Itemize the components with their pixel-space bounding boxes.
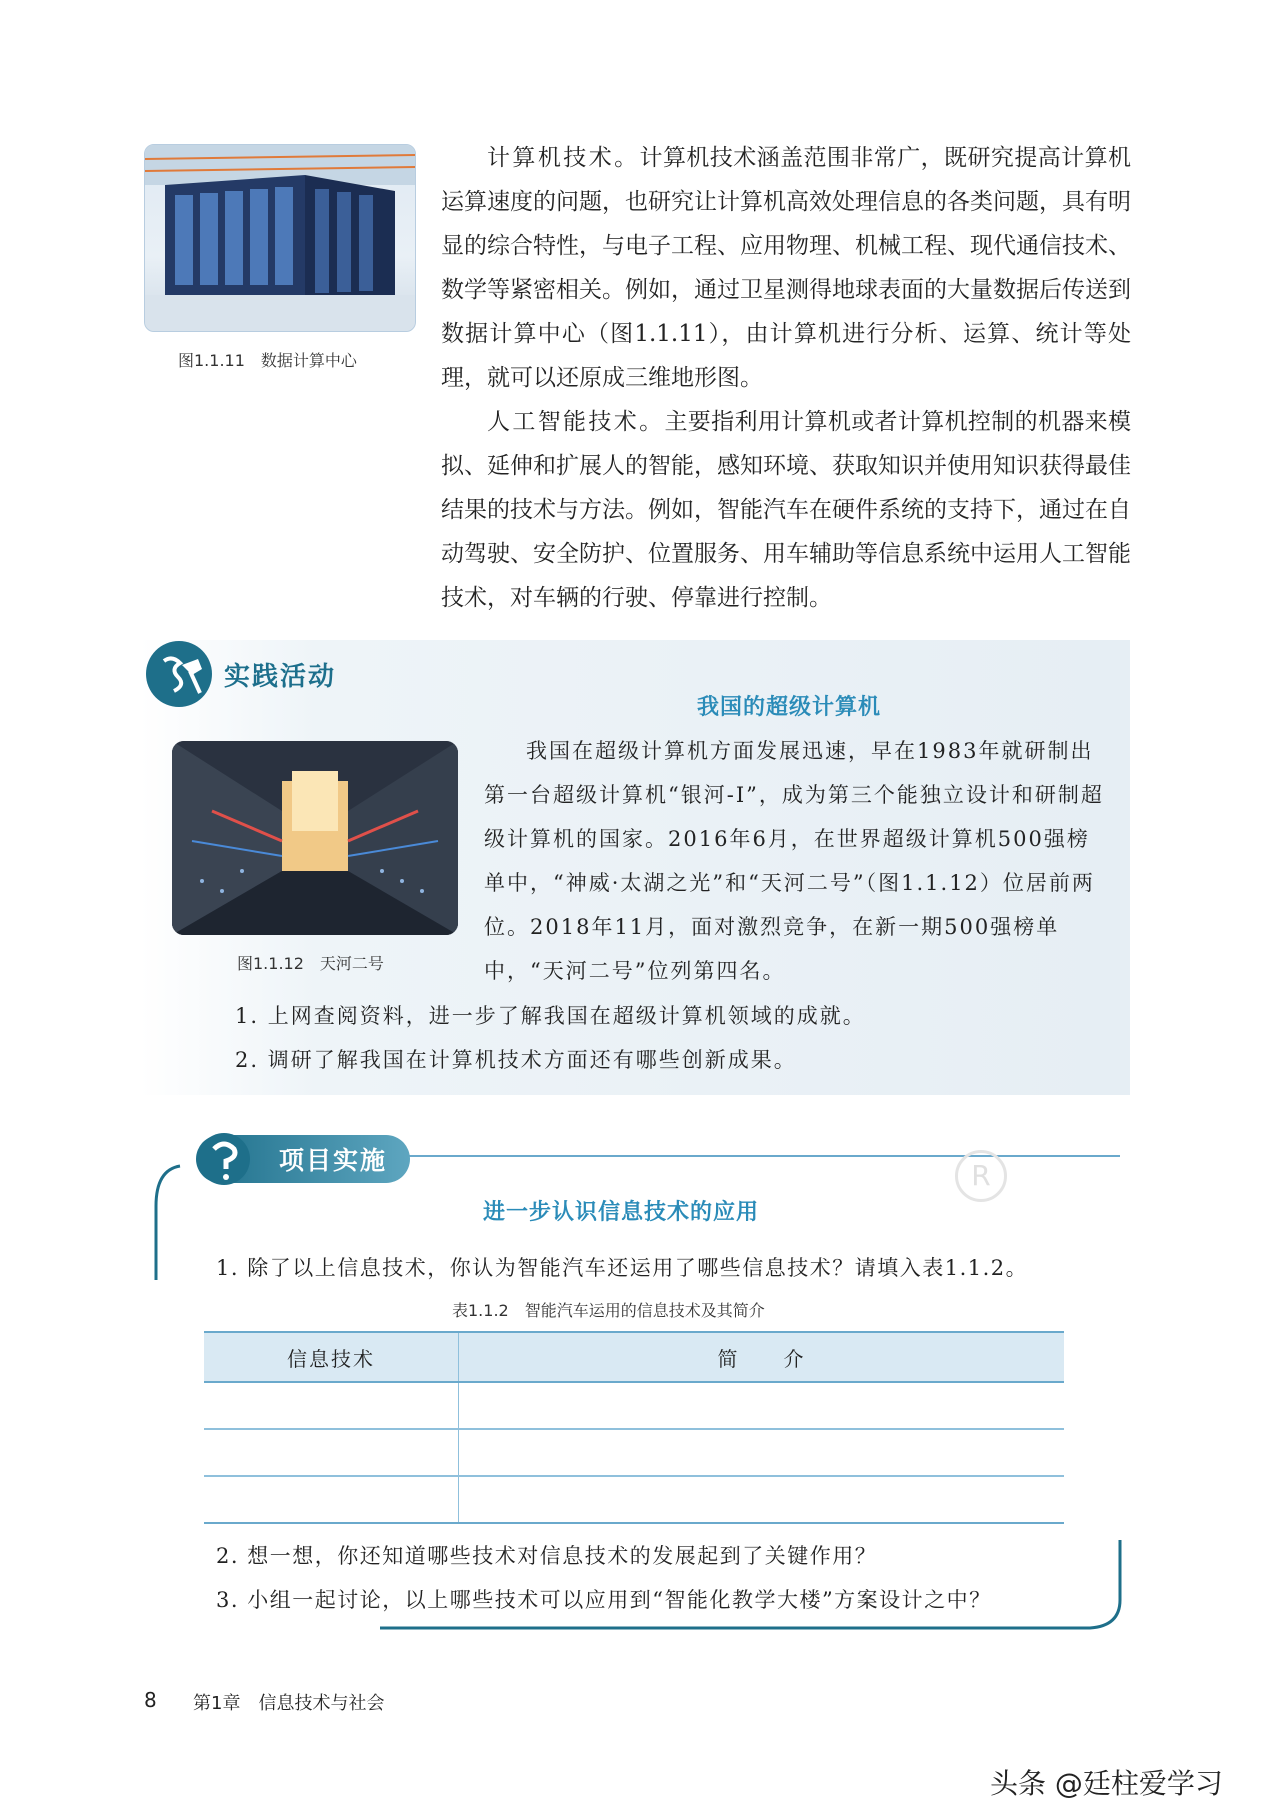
tech-table xyxy=(204,1331,1064,1524)
table-row xyxy=(204,1476,1064,1523)
project-question-3: 3. 小组一起讨论，以上哪些技术可以应用到“智能化教学大楼”方案设计之中？ xyxy=(216,1588,992,1612)
practice-paragraph-text: 我国在超级计算机方面发展迅速，早在1983年就研制出第一台超级计算机“银河-I”，成为第三个能独立设计和研制超级计算机的国家。2016年6月，在世界超级计算机500强榜单中，“神威·太湖之光”和“天河二号”（图1.1.12）位居前两位。2018年11月，面对激烈竞争，在新一期500强榜单中，“天河二号”位列第四名。 xyxy=(484,739,1104,983)
fig2-caption: 图1.1.12 天河二号 xyxy=(237,954,384,973)
fig1-caption: 图1.1.11 数据计算中心 xyxy=(178,351,357,370)
project-tab-label: 项目实施 xyxy=(279,1146,388,1175)
watermark-text: 头条 @廷柱爱学习 xyxy=(990,1767,1223,1800)
paragraph-computer-tech xyxy=(441,136,1131,400)
table-cell[interactable] xyxy=(204,1382,459,1429)
data-center-photo xyxy=(144,144,416,332)
project-question-1: 1. 除了以上信息技术，你认为智能汽车还运用了哪些信息技术？请填入表1.1.2。 xyxy=(216,1256,1029,1280)
practice-icon xyxy=(146,641,212,707)
term-computer-tech: 计算机技术。 xyxy=(487,145,640,171)
practice-paragraph xyxy=(484,729,1110,993)
table-cell[interactable] xyxy=(459,1429,1065,1476)
term-ai-tech: 人工智能技术。 xyxy=(487,409,665,435)
practice-subtitle: 我国的超级计算机 xyxy=(697,695,882,720)
project-subtitle: 进一步认识信息技术的应用 xyxy=(483,1200,760,1225)
project-icon xyxy=(194,1129,258,1189)
table-cell[interactable] xyxy=(204,1476,459,1523)
header-info-tech: 信息技术 xyxy=(204,1332,459,1382)
table-cell[interactable] xyxy=(459,1476,1065,1523)
table-row xyxy=(204,1382,1064,1429)
header-intro: 简 介 xyxy=(459,1332,1065,1382)
table-row xyxy=(204,1429,1064,1476)
paragraph-ai-tech-text: 主要指利用计算机或者计算机控制的机器来模拟、延伸和扩展人的智能，感知环境、获取知识并使用知识获得最佳结果的技术与方法。例如，智能汽车在硬件系统的支持下，通过在自动驾驶、安全防护、位置服务、用车辅助等信息系统中运用人工智能技术，对车辆的行驶、停靠进行控制。 xyxy=(441,409,1132,611)
table-caption: 表1.1.2 智能汽车运用的信息技术及其简介 xyxy=(452,1301,765,1320)
registered-mark: R xyxy=(955,1150,1007,1202)
table-cell[interactable] xyxy=(204,1429,459,1476)
paragraph-computer-tech-text: 计算机技术涵盖范围非常广，既研究提高计算机运算速度的问题，也研究让计算机高效处理信息的各类问题，具有明显的综合特性，与电子工程、应用物理、机械工程、现代通信技术、数学等紧密相关。例如，通过卫星测得地球表面的大量数据后传送到数据计算中心（图1.1.11），由计算机进行分析、运算、统计等处理，就可以还原成三维地形图。 xyxy=(441,145,1132,391)
table-header-row xyxy=(204,1332,1064,1382)
practice-title: 实践活动 xyxy=(224,662,337,692)
paragraph-ai-tech xyxy=(441,400,1131,620)
body-paragraphs xyxy=(441,136,1131,620)
project-question-2: 2. 想一想，你还知道哪些技术对信息技术的发展起到了关键作用？ xyxy=(216,1544,878,1568)
tianhe-2-photo xyxy=(172,741,458,935)
practice-item-2: 2. 调研了解我国在计算机技术方面还有哪些创新成果。 xyxy=(235,1048,797,1072)
chapter-label: 第1章 信息技术与社会 xyxy=(193,1693,385,1714)
table-cell[interactable] xyxy=(459,1382,1065,1429)
page-number: 8 xyxy=(144,1688,157,1712)
practice-item-1: 1. 上网查阅资料，进一步了解我国在超级计算机领域的成就。 xyxy=(235,1004,866,1028)
